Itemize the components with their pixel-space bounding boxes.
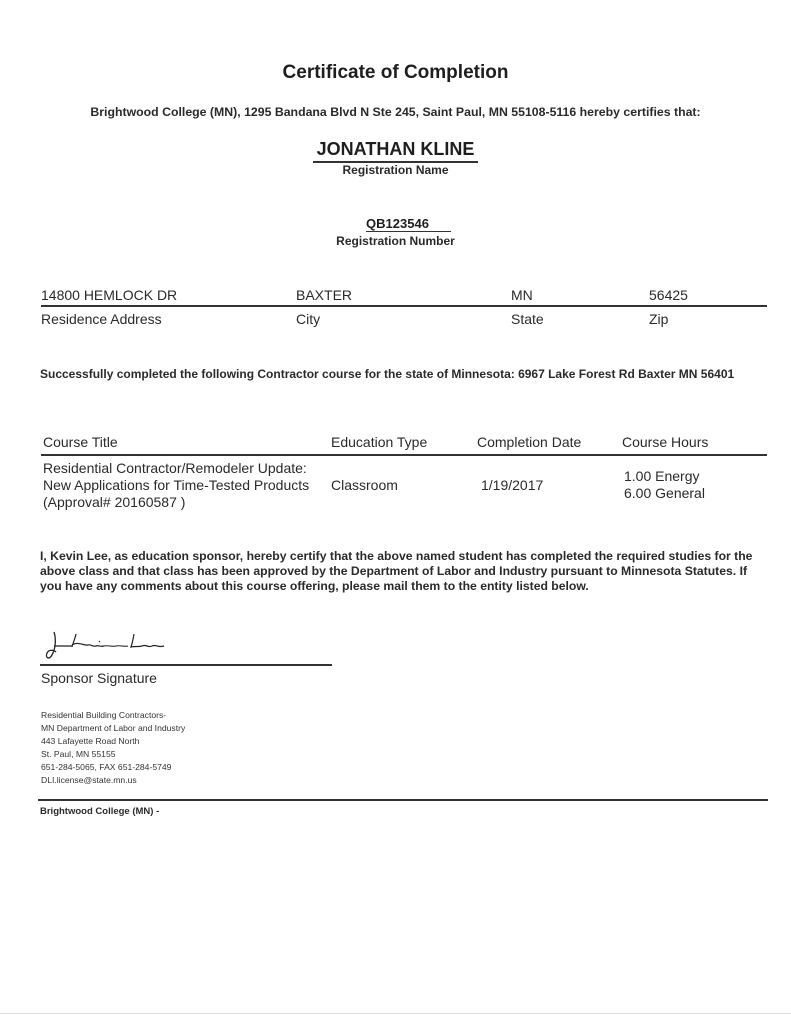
course-title-line: Residential Contractor/Remodeler Update: — [43, 460, 307, 476]
certificate-title: Certificate of Completion — [282, 62, 509, 83]
footer-divider — [38, 799, 768, 801]
residence-city-label: City — [296, 311, 321, 327]
general-hours: 6.00 General — [624, 485, 705, 501]
registration-name: JONATHAN KLINE — [313, 139, 479, 163]
course-approval-line: (Approval# 20160587 ) — [43, 494, 186, 510]
residence-values-row — [41, 287, 767, 307]
entity-phone-fax: 651-284-5065, FAX 651-284-5749 — [41, 762, 172, 772]
course-table-header — [41, 434, 767, 456]
education-type-cell: Classroom — [331, 477, 398, 493]
signature-line — [40, 622, 332, 666]
sponsor-signature-image — [42, 622, 182, 664]
residence-city-value: BAXTER — [296, 287, 353, 303]
completion-date-cell: 1/19/2017 — [481, 477, 544, 493]
entity-email: DLI.license@state.mn.us — [41, 775, 137, 785]
residence-labels-row — [41, 311, 767, 329]
registration-number-block — [0, 215, 791, 248]
footer-text: Brightwood College (MN) - — [40, 806, 160, 817]
header-education-type: Education Type — [331, 434, 428, 450]
entity-line: St. Paul, MN 55155 — [41, 749, 116, 759]
residence-address-label: Residence Address — [41, 311, 162, 327]
registration-name-label: Registration Name — [342, 163, 449, 177]
course-title-cell — [43, 460, 309, 511]
entity-line: MN Department of Labor and Industry — [41, 723, 186, 733]
registration-number: QB123546 — [366, 216, 451, 232]
completion-statement: Successfully completed the following Contractor course for the state of Minnesota: 6967 Lake Forest Rd Baxter MN 56401 — [40, 367, 735, 381]
entity-line: 443 Lafayette Road North — [41, 736, 140, 746]
header-course-title: Course Title — [43, 434, 118, 450]
registration-name-block — [0, 139, 791, 177]
residence-zip-label: Zip — [649, 311, 669, 327]
residence-state-label: State — [511, 311, 544, 327]
residence-zip-value: 56425 — [649, 287, 688, 303]
energy-hours: 1.00 Energy — [624, 468, 700, 484]
residence-state-value: MN — [511, 287, 533, 303]
entity-line: Residential Building Contractors- — [41, 710, 167, 720]
entity-address-block — [41, 709, 185, 787]
sponsor-signature-label: Sponsor Signature — [41, 670, 157, 686]
course-table-row — [41, 460, 767, 520]
header-completion-date: Completion Date — [477, 434, 582, 450]
scan-edge-line — [0, 1013, 791, 1014]
course-title-line: New Applications for Time-Tested Products — [43, 477, 310, 493]
course-hours-cell — [624, 468, 705, 502]
registration-number-label: Registration Number — [336, 234, 455, 248]
issuer-statement: Brightwood College (MN), 1295 Bandana Blvd N Ste 245, Saint Paul, MN 55108-5116 hereby certifies that: — [90, 105, 701, 119]
residence-address-value: 14800 HEMLOCK DR — [41, 287, 178, 303]
header-course-hours: Course Hours — [622, 434, 709, 450]
sponsor-statement: I, Kevin Lee, as education sponsor, hereby certify that the above named student has completed the required studies for the above class and that class has been approved by the Department of Labor and Industry pursuant to Minnesota Statutes. If you have any comments about this course offering, please mail them to the entity listed below. — [40, 549, 753, 593]
